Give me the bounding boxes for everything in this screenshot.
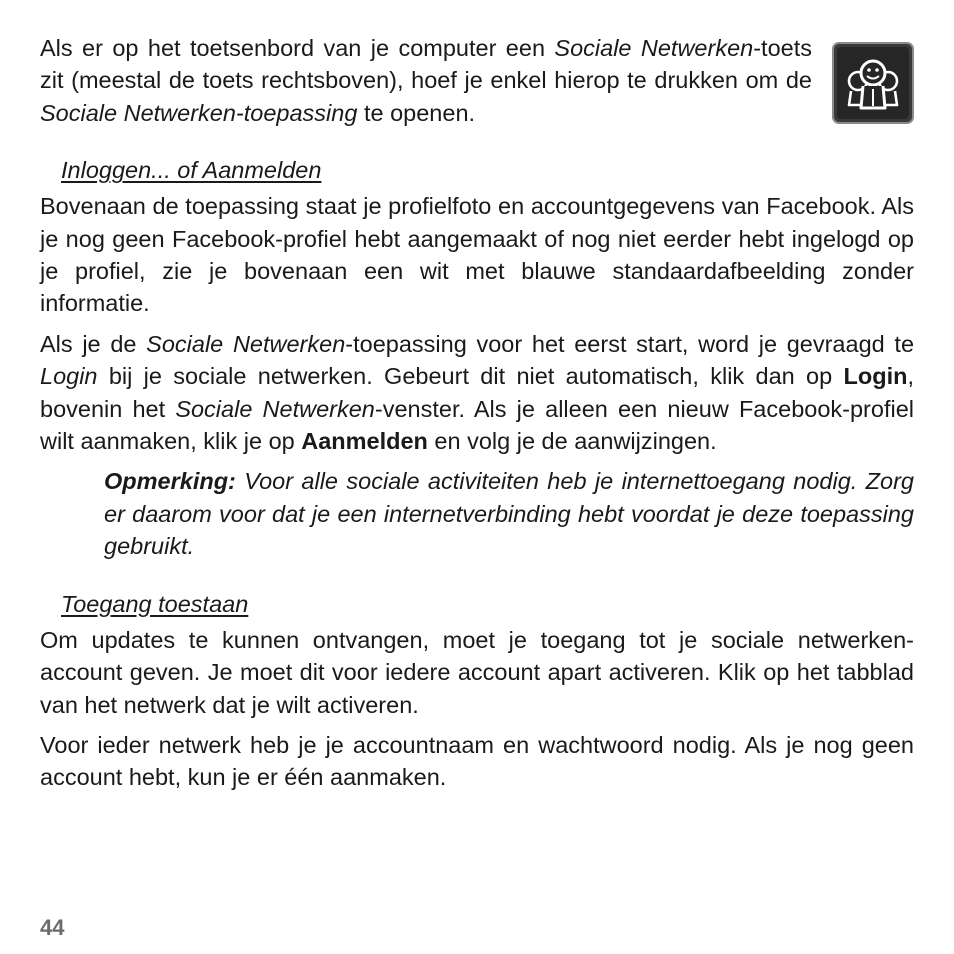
login-paragraph xyxy=(40,328,914,458)
intro-paragraph xyxy=(40,32,812,129)
page-content xyxy=(40,32,914,794)
profile-paragraph: Bovenaan de toepassing staat je profielfoto en accountgegevens van Facebook. Als je nog geen Facebook-profiel hebt aangemaakt of nog niet eerder hebt ingelogd op je profiel, zie je bovenaan een wit met blauwe standaardafbeelding zonder informatie. xyxy=(40,193,914,317)
page-number: 44 xyxy=(40,915,65,940)
section-heading-login: Inloggen... of Aanmelden xyxy=(61,157,322,184)
login-term-login-bold: Login xyxy=(843,363,908,390)
access-paragraph: Om updates te kunnen ontvangen, moet je toegang tot je sociale netwerken-account geven. Je moet dit voor iedere account apart activeren. Klik op het tabblad van het netwerk dat je wilt activeren. xyxy=(40,626,914,718)
login-term-login-italic: Login xyxy=(40,363,98,390)
intro-term-social-app: Sociale Netwerken-toepassing xyxy=(40,99,358,126)
login-text-4: , bovenin het xyxy=(40,363,914,422)
login-text-2: -toepassing voor het eerst start, word je gevraagd te xyxy=(345,330,915,357)
intro-section xyxy=(40,32,914,129)
login-term-window: Sociale Netwerken xyxy=(175,395,375,422)
login-text-5: -venster. Als je alleen een nieuw Facebook-profiel wilt aanmaken, klik je op xyxy=(40,395,914,455)
note-paragraph xyxy=(104,465,914,562)
login-text-1: Als je de xyxy=(40,330,147,357)
section-heading-access: Toegang toestaan xyxy=(61,590,249,617)
login-text-3: bij je sociale netwerken. Gebeurt dit niet automatisch, klik dan op xyxy=(97,363,844,390)
intro-text-1: Als er op het toetsenbord van je computer een xyxy=(40,35,555,61)
intro-text-2: -toets zit (meestal de toets rechtsboven), hoef je enkel hierop te drukken om de xyxy=(40,35,813,94)
social-networks-key-icon xyxy=(832,42,914,124)
intro-term-social-networks: Sociale Netwerken xyxy=(554,35,754,61)
login-term-signup: Aanmelden xyxy=(301,428,428,455)
note-text: Voor alle sociale activiteiten heb je internettoegang nodig. Zorg er daarom voor dat je een internetverbinding hebt voordat je deze toepassing gebruikt. xyxy=(104,468,914,560)
account-paragraph: Voor ieder netwerk heb je je accountnaam en wachtwoord nodig. Als je nog geen account hebt, kun je er één aanmaken. xyxy=(40,731,914,791)
note-label: Opmerking: xyxy=(104,468,236,495)
login-term-social-networks: Sociale Netwerken xyxy=(146,330,346,357)
login-text-6: en volg je de aanwijzingen. xyxy=(427,428,717,455)
intro-text-3: te openen. xyxy=(357,99,476,126)
